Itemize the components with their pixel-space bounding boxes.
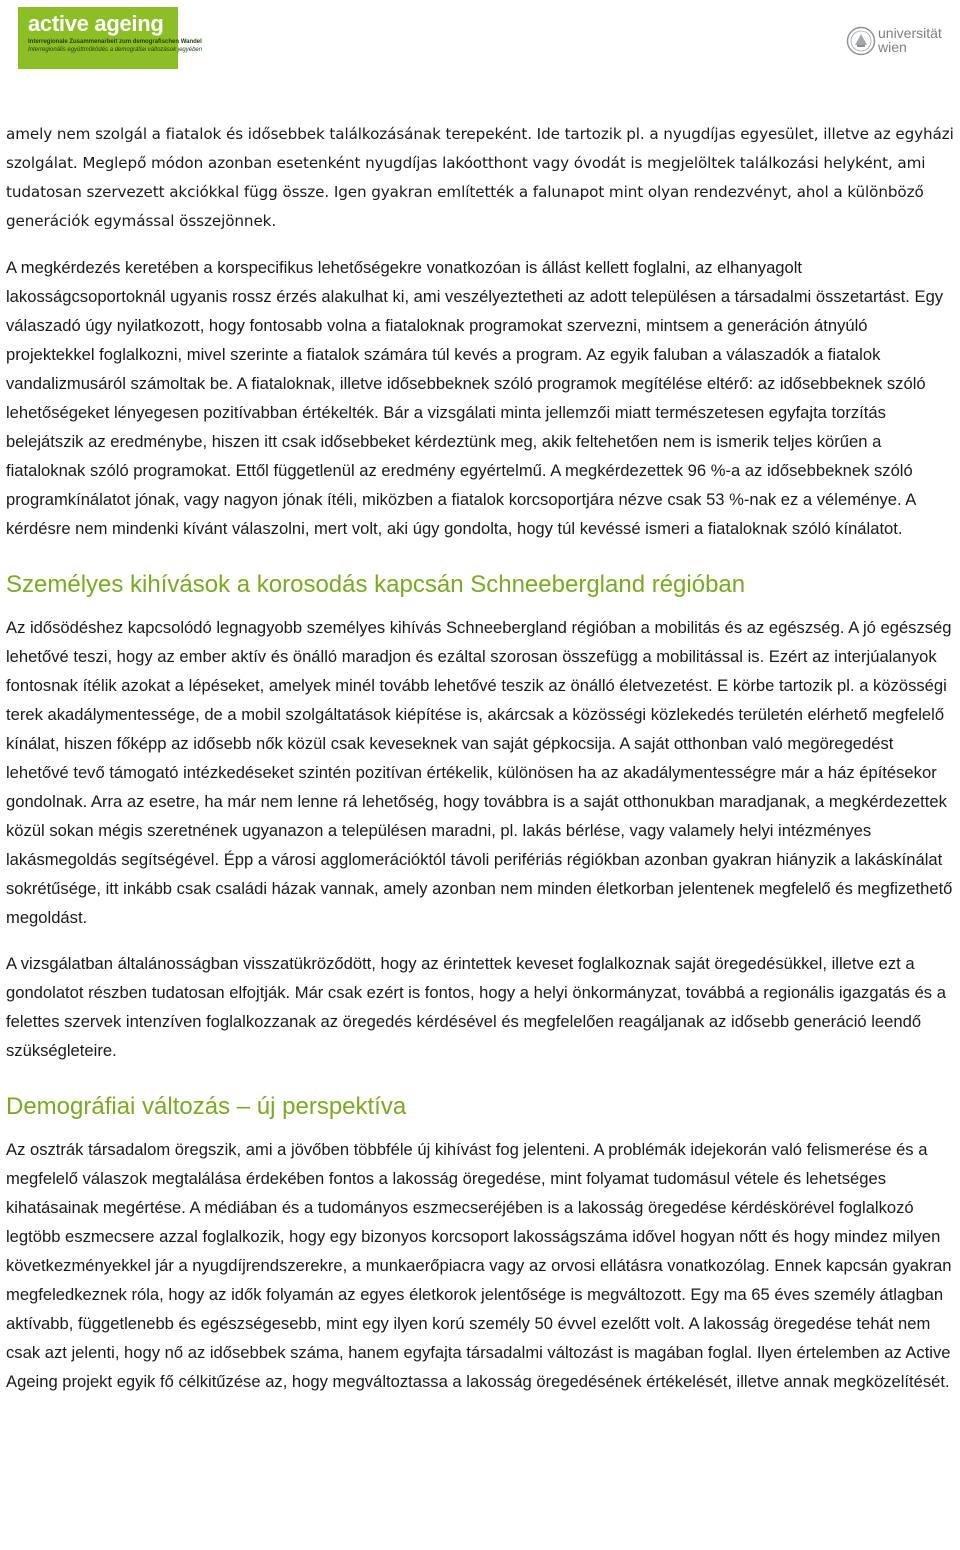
universitat-wien-logo xyxy=(846,24,956,60)
paragraph-5: Az osztrák társadalom öregszik, ami a jövőben többféle új kihívást fog jelenteni. A problémák idejekorán való felismerése és a megfelelő válaszok megtalálása érdekében fontos a lakosság öregedése, mint folyamat tudomásul vétele és lehetséges kihatásainak megértése. A médiában és a tudományos eszmecseréjében is a lakosság öregedése kérdéskörével foglalkozó legtöbb eszmecsere azzal foglalkozik, hogy egy bizonyos korcsoport lakosságszáma idővel hogyan nőtt és hogy mindez milyen következményekkel jár a nyugdíjrendszerekre, a munkaerőpiacra vagy az orvosi ellátásra vonatkozólag. Ennek kapcsán gyakran megfeledkeznek róla, hogy az idők folyamán az egyes életkorok jelentősége is megváltozott. Egy ma 65 éves személy átlagban aktívabb, függetlenebb és egészségesebb, mint egy ilyen korú személy 50 évvel ezelőtt volt. A lakosság öregedése tehát nem csak azt jelenti, hogy nő az idősebbek száma, hanem egyfajta társadalmi változást is magában foglal. Ilyen értelemben az Active Ageing projekt egyik fő célkitűzése az, hogy megváltoztassa a lakosság öregedésének értékelését, illetve annak megközelítését. xyxy=(6,1140,952,1391)
section-heading-2: Demográfiai változás – új perspektíva xyxy=(6,1093,407,1120)
logo-subtitle-german: Interregionale Zusammenarbeit zum demografischen Wandel xyxy=(28,39,202,45)
paragraph-3: Az idősödéshez kapcsolódó legnagyobb személyes kihívás Schneebergland régióban a mobilitás és az egészség. A jó egészség lehetővé teszi, hogy az ember aktív és önálló maradjon és ezáltal szorosan összefügg a mobilitással is. Ezért az interjúalanyok fontosnak ítélik azokat a lépéseket, amelyek minél tovább lehetővé teszik az önálló életvezetést. E körbe tartozik pl. a közösségi terek akadálymentessége, de a mobil szolgáltatások kiépítése is, akárcsak a közösségi közlekedés területén elérhető megfelelő kínálat, hiszen főképp az idősebb nők közül csak keveseknek van saját gépkocsija. A saját otthonban való megöregedést lehetővé tevő támogató intézkedéseket szintén pozitívan értékelik, különösen ha az akadálymentességre már a ház építésekor gondolnak. Arra az esetre, ha már nem lenne rá lehetőség, hogy továbbra is a saját otthonukban maradjanak, a megkérdezettek közül sokan mégis szeretnének ugyanazon a településen maradni, pl. lakás bérlése, vagy valamely helyi intézményes lakásmegoldás segítségével. Épp a városi agglomerációktól távoli perifériás régiókban azonban gyakran hiányzik a lakáskínálat sokrétűsége, itt inkább csak családi házak vannak, amely azonban nem minden életkorban jelentenek megfelelő és megfizethető megoldást. xyxy=(6,618,953,927)
section-heading-1: Személyes kihívások a korosodás kapcsán Schneebergland régióban xyxy=(6,571,746,598)
paragraph-1: amely nem szolgál a fiatalok és idősebbek találkozásának terepeként. Ide tartozik pl. a nyugdíjas egyesület, illetve az egyházi szolgálat. Meglepő módon azonban esetenként nyugdíjas lakóotthont vagy óvodát is megjelöltek találkozási helyként, ami tudatosan szervezett akciókkal függ össze. Igen gyakran említették a falunapot mint olyan rendezvényt, ahol a különböző generációk egymással összejönnek. xyxy=(6,125,954,230)
paragraph-2: A megkérdezés keretében a korspecifikus lehetőségekre vonatkozóan is állást kellett foglalni, az elhanyagolt lakosságcsoportoknál ugyanis rossz érzés alakulhat ki, ami veszélyeztetheti az adott településen a társadalmi összetartást. Egy válaszadó úgy nyilatkozott, hogy fontosabb volna a fiataloknak programokat szervezni, mintsem a generáción átnyúló projektekkel foglalkozni, mivel szerinte a fiatalok számára túl kevés a program. Az egyik faluban a válaszadók a fiatalok vandalizmusáról számoltak be. A fiataloknak, illetve idősebbeknek szóló programok megítélése eltérő: az idősebbeknek szóló lehetőségeket lényegesen pozitívabban értékelték. Bár a vizsgálati minta jellemzői miatt természetesen egyfajta torzítás belejátszik az eredménybe, hiszen itt csak idősebbeket kérdeztünk meg, akik feltehetően nem is ismerik teljes körűen a fiataloknak szóló programokat. Ettől függetlenül az eredmény egyértelmű. A megkérdezettek 96 %-a az idősebbeknek szóló programkínálatot jónak, vagy nagyon jónak ítéli, miközben a fiatalok korcsoportjára nézve csak 53 %-nak ez a véleménye. A kérdésre nem mindenki kívánt válaszolni, mert volt, aki úgy gondolta, hogy túl kevéssé ismeri a fiataloknak szóló kínálatot. xyxy=(6,258,944,538)
logo-subtitle-hungarian: Interregionális együttműködés a demográfiai változások jegyében xyxy=(28,47,203,53)
page-header xyxy=(0,0,960,80)
university-name-line2: wien xyxy=(878,39,907,55)
active-ageing-logo xyxy=(18,7,203,69)
document-body xyxy=(6,120,954,1396)
university-name-line1: universität xyxy=(878,25,942,41)
paragraph-4: A vizsgálatban általánosságban visszatükröződött, hogy az érintettek keveset foglalkoznak saját öregedésükkel, illetve ezt a gondolatot részben tudatosan elfojtják. Már csak ezért is fontos, hogy a helyi önkormányzat, továbbá a regionális igazgatás és a felettes szervek intenzíven foglalkozzanak az öregedés kérdésével és megfelelően reagáljanak az idősebb generáció leendő szükségleteire. xyxy=(6,954,946,1060)
logo-title: active ageing xyxy=(28,11,164,36)
university-name xyxy=(878,26,942,54)
university-seal-icon xyxy=(846,26,876,56)
